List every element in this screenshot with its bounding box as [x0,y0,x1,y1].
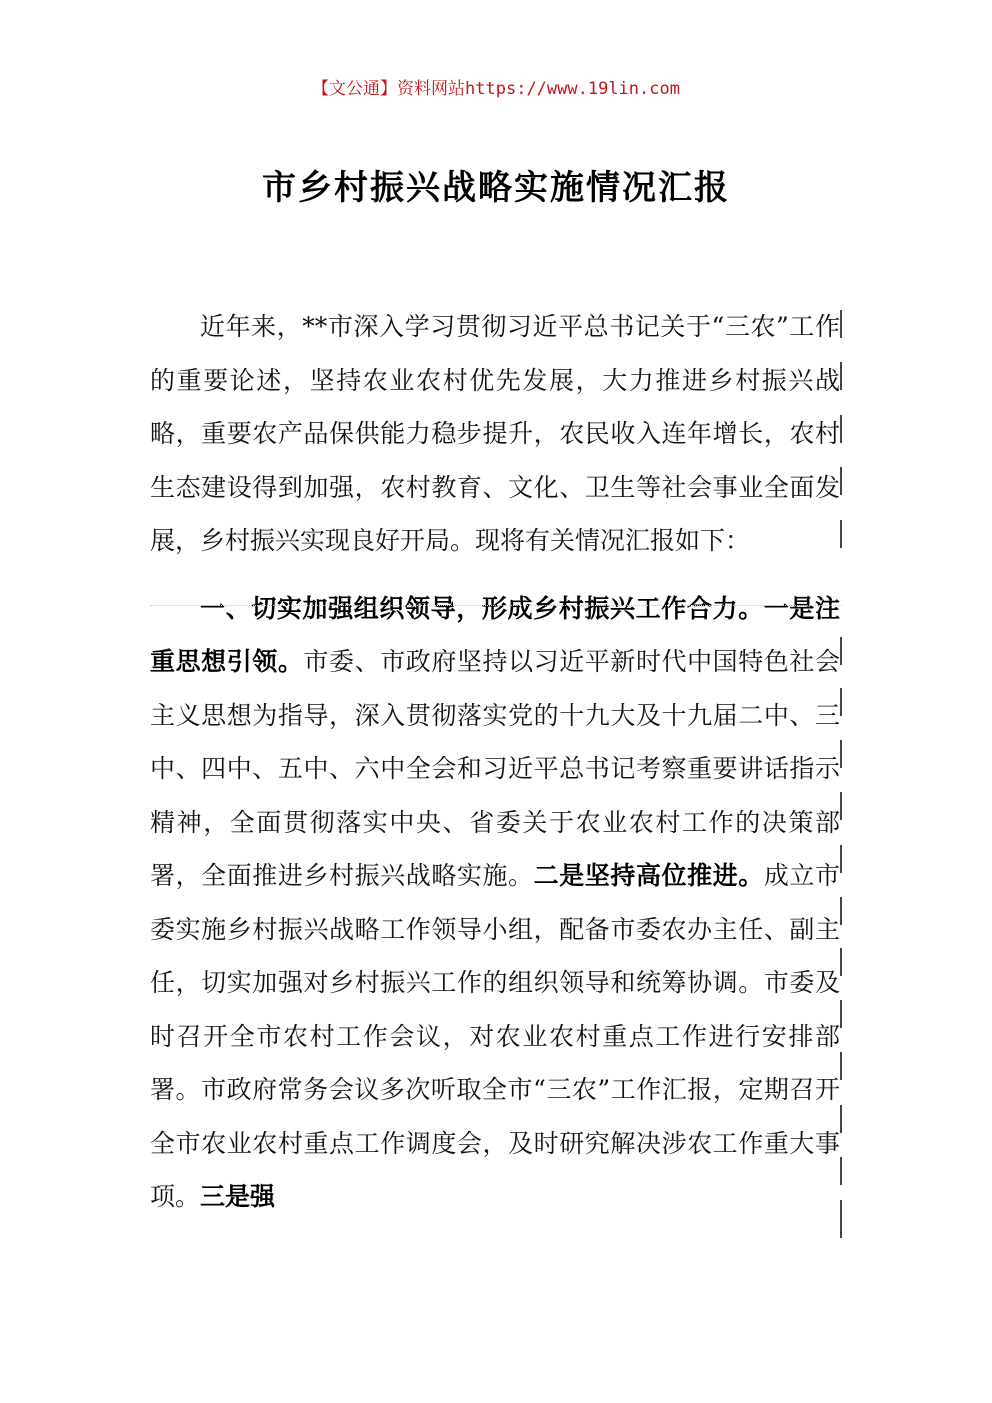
point-2-text: 成立市委实施乡村振兴战略工作领导小组，配备市委农办主任、副主任，切实加强对乡村振兴工作的组织领导和统筹协调。市委及时召开全市农村工作会议，对农业农村重点工作进行安排部署。市政府常务会议多次听取全市“三农”工作汇报，定期召开全市农业农村重点工作调度会，及时研究解决涉农工作重大事项。 [150,861,840,1211]
margin-change-bar [840,415,842,443]
margin-change-bar [840,897,842,925]
margin-change-bar [840,520,842,548]
section-1-paragraph [150,582,840,1224]
margin-change-bar [840,845,842,873]
margin-change-bar [840,467,842,495]
margin-change-bar [840,740,842,768]
margin-change-bar [840,792,842,820]
margin-change-bar [840,688,842,716]
document-title: 市乡村振兴战略实施情况汇报 [262,168,730,208]
margin-change-bar [840,310,842,338]
margin-change-bar [840,1157,842,1185]
margin-change-bar [840,1052,842,1080]
section-1-heading: 一、切实加强组织领导，形成乡村振兴工作合力。 [200,593,764,623]
watermark-header: 【文公通】资料网站https://www.19lin.com [312,79,680,99]
point-3-label: 三是强 [200,1182,276,1211]
document-body [150,300,840,1224]
margin-change-bar [840,948,842,976]
point-1-label: 一是注重思想引领。 [150,593,840,676]
margin-change-bar [840,1200,842,1238]
margin-change-bar [840,362,842,390]
margin-change-bar [840,637,842,665]
intro-paragraph: 近年来，**市深入学习贯彻习近平总书记关于“三农”工作的重要论述，坚持农业农村优先发展，大力推进乡村振兴战略，重要农产品保供能力稳步提升，农民收入连年增长，农村生态建设得到加强，农村教育、文化、卫生等社会事业全面发展，乡村振兴实现良好开局。现将有关情况汇报如下： [150,312,840,555]
paragraph-separator [150,605,842,606]
margin-change-bar [840,1000,842,1028]
margin-change-bar [840,1105,842,1133]
point-1-text: 市委、市政府坚持以习近平新时代中国特色社会主义思想为指导，深入贯彻落实党的十九大及十九届二中、三中、四中、五中、六中全会和习近平总书记考察重要讲话指示精神，全面贯彻落实中央、省委关于农业农村工作的决策部署，全面推进乡村振兴战略实施。 [150,647,840,890]
point-2-label: 二是坚持高位推进。 [533,861,764,890]
